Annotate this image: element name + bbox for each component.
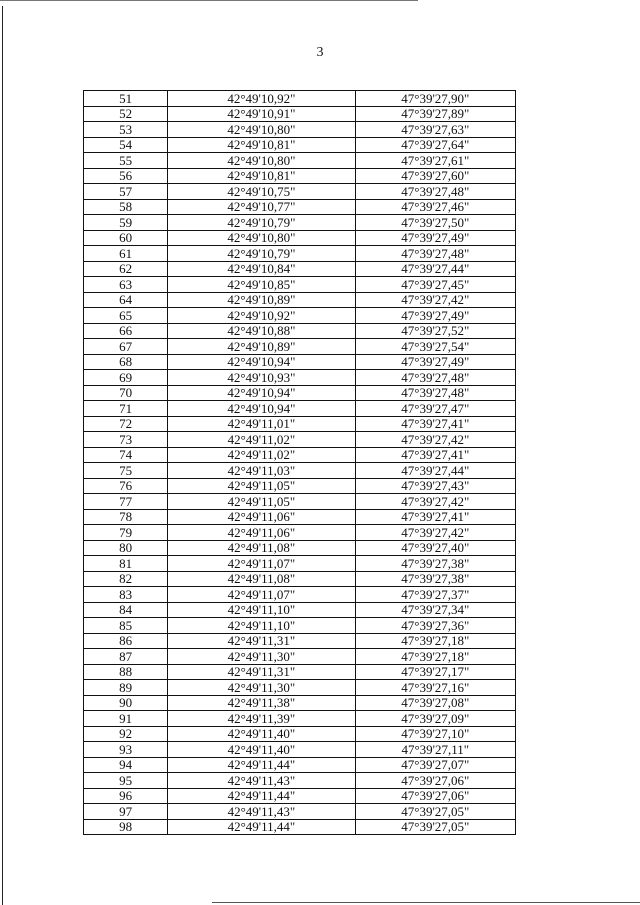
point-number-cell: 78 [84, 509, 168, 525]
coordinates-table [83, 90, 516, 835]
longitude-cell: 47°39'27,38" [355, 571, 515, 587]
table-row [84, 463, 516, 479]
latitude-cell: 42°49'10,81" [168, 137, 355, 153]
page-number: 3 [316, 45, 324, 60]
latitude-cell: 42°49'10,81" [168, 168, 355, 184]
longitude-cell: 47°39'27,46" [355, 199, 515, 215]
longitude-cell: 47°39'27,63" [355, 122, 515, 138]
latitude-cell: 42°49'11,07" [168, 587, 355, 603]
point-number-cell: 94 [84, 757, 168, 773]
longitude-cell: 47°39'27,45" [355, 277, 515, 293]
latitude-cell: 42°49'10,79" [168, 215, 355, 231]
table-row [84, 230, 516, 246]
longitude-cell: 47°39'27,48" [355, 385, 515, 401]
table-row [84, 556, 516, 572]
point-number-cell: 71 [84, 401, 168, 417]
point-number-cell: 67 [84, 339, 168, 355]
longitude-cell: 47°39'27,41" [355, 416, 515, 432]
table-row [84, 664, 516, 680]
point-number-cell: 88 [84, 664, 168, 680]
latitude-cell: 42°49'11,02" [168, 447, 355, 463]
longitude-cell: 47°39'27,49" [355, 308, 515, 324]
table-row [84, 137, 516, 153]
point-number-cell: 66 [84, 323, 168, 339]
point-number-cell: 89 [84, 680, 168, 696]
table-row [84, 370, 516, 386]
latitude-cell: 42°49'10,80" [168, 153, 355, 169]
table-row [84, 571, 516, 587]
latitude-cell: 42°49'11,05" [168, 494, 355, 510]
point-number-cell: 83 [84, 587, 168, 603]
table-row [84, 742, 516, 758]
table-row [84, 695, 516, 711]
point-number-cell: 65 [84, 308, 168, 324]
latitude-cell: 42°49'10,93" [168, 370, 355, 386]
point-number-cell: 52 [84, 106, 168, 122]
latitude-cell: 42°49'11,01" [168, 416, 355, 432]
latitude-cell: 42°49'11,02" [168, 432, 355, 448]
latitude-cell: 42°49'11,06" [168, 525, 355, 541]
point-number-cell: 85 [84, 618, 168, 634]
table-row [84, 788, 516, 804]
point-number-cell: 95 [84, 773, 168, 789]
table-row [84, 680, 516, 696]
longitude-cell: 47°39'27,48" [355, 370, 515, 386]
longitude-cell: 47°39'27,49" [355, 354, 515, 370]
table-row [84, 447, 516, 463]
point-number-cell: 97 [84, 804, 168, 820]
latitude-cell: 42°49'11,10" [168, 602, 355, 618]
point-number-cell: 69 [84, 370, 168, 386]
point-number-cell: 59 [84, 215, 168, 231]
table-row [84, 122, 516, 138]
table-row [84, 401, 516, 417]
longitude-cell: 47°39'27,60" [355, 168, 515, 184]
table-row [84, 525, 516, 541]
longitude-cell: 47°39'27,48" [355, 184, 515, 200]
latitude-cell: 42°49'10,92" [168, 308, 355, 324]
longitude-cell: 47°39'27,09" [355, 711, 515, 727]
latitude-cell: 42°49'10,89" [168, 339, 355, 355]
point-number-cell: 76 [84, 478, 168, 494]
point-number-cell: 98 [84, 819, 168, 835]
point-number-cell: 51 [84, 91, 168, 107]
latitude-cell: 42°49'11,31" [168, 664, 355, 680]
table-row [84, 106, 516, 122]
longitude-cell: 47°39'27,42" [355, 494, 515, 510]
point-number-cell: 90 [84, 695, 168, 711]
table-row [84, 385, 516, 401]
point-number-cell: 54 [84, 137, 168, 153]
latitude-cell: 42°49'11,43" [168, 773, 355, 789]
latitude-cell: 42°49'10,79" [168, 246, 355, 262]
latitude-cell: 42°49'10,92" [168, 91, 355, 107]
coordinates-table-body [84, 91, 516, 835]
table-row [84, 804, 516, 820]
table-row [84, 153, 516, 169]
point-number-cell: 53 [84, 122, 168, 138]
point-number-cell: 70 [84, 385, 168, 401]
point-number-cell: 62 [84, 261, 168, 277]
longitude-cell: 47°39'27,05" [355, 804, 515, 820]
point-number-cell: 61 [84, 246, 168, 262]
table-row [84, 323, 516, 339]
point-number-cell: 57 [84, 184, 168, 200]
longitude-cell: 47°39'27,42" [355, 525, 515, 541]
table-row [84, 339, 516, 355]
table-row [84, 726, 516, 742]
point-number-cell: 60 [84, 230, 168, 246]
table-row [84, 602, 516, 618]
point-number-cell: 91 [84, 711, 168, 727]
table-row [84, 277, 516, 293]
latitude-cell: 42°49'11,06" [168, 509, 355, 525]
latitude-cell: 42°49'10,80" [168, 230, 355, 246]
point-number-cell: 74 [84, 447, 168, 463]
point-number-cell: 72 [84, 416, 168, 432]
latitude-cell: 42°49'11,43" [168, 804, 355, 820]
scan-edge-left [2, 6, 3, 905]
longitude-cell: 47°39'27,38" [355, 556, 515, 572]
table-row [84, 649, 516, 665]
point-number-cell: 58 [84, 199, 168, 215]
longitude-cell: 47°39'27,10" [355, 726, 515, 742]
longitude-cell: 47°39'27,43" [355, 478, 515, 494]
longitude-cell: 47°39'27,17" [355, 664, 515, 680]
point-number-cell: 81 [84, 556, 168, 572]
longitude-cell: 47°39'27,05" [355, 819, 515, 835]
table-row [84, 199, 516, 215]
latitude-cell: 42°49'11,08" [168, 540, 355, 556]
latitude-cell: 42°49'10,77" [168, 199, 355, 215]
point-number-cell: 82 [84, 571, 168, 587]
table-row [84, 587, 516, 603]
table-row [84, 215, 516, 231]
longitude-cell: 47°39'27,42" [355, 432, 515, 448]
table-row [84, 416, 516, 432]
longitude-cell: 47°39'27,40" [355, 540, 515, 556]
table-row [84, 478, 516, 494]
point-number-cell: 68 [84, 354, 168, 370]
longitude-cell: 47°39'27,37" [355, 587, 515, 603]
point-number-cell: 77 [84, 494, 168, 510]
point-number-cell: 84 [84, 602, 168, 618]
longitude-cell: 47°39'27,41" [355, 447, 515, 463]
latitude-cell: 42°49'10,91" [168, 106, 355, 122]
latitude-cell: 42°49'10,84" [168, 261, 355, 277]
point-number-cell: 80 [84, 540, 168, 556]
latitude-cell: 42°49'11,44" [168, 819, 355, 835]
latitude-cell: 42°49'10,88" [168, 323, 355, 339]
latitude-cell: 42°49'11,30" [168, 649, 355, 665]
longitude-cell: 47°39'27,06" [355, 788, 515, 804]
longitude-cell: 47°39'27,16" [355, 680, 515, 696]
point-number-cell: 86 [84, 633, 168, 649]
longitude-cell: 47°39'27,48" [355, 246, 515, 262]
latitude-cell: 42°49'10,85" [168, 277, 355, 293]
latitude-cell: 42°49'11,05" [168, 478, 355, 494]
longitude-cell: 47°39'27,54" [355, 339, 515, 355]
point-number-cell: 79 [84, 525, 168, 541]
point-number-cell: 63 [84, 277, 168, 293]
longitude-cell: 47°39'27,18" [355, 649, 515, 665]
table-row [84, 292, 516, 308]
point-number-cell: 92 [84, 726, 168, 742]
longitude-cell: 47°39'27,89" [355, 106, 515, 122]
table-row [84, 168, 516, 184]
scan-edge-top [0, 0, 418, 1]
point-number-cell: 75 [84, 463, 168, 479]
latitude-cell: 42°49'11,39" [168, 711, 355, 727]
table-row [84, 540, 516, 556]
longitude-cell: 47°39'27,41" [355, 509, 515, 525]
longitude-cell: 47°39'27,36" [355, 618, 515, 634]
point-number-cell: 87 [84, 649, 168, 665]
longitude-cell: 47°39'27,42" [355, 292, 515, 308]
longitude-cell: 47°39'27,07" [355, 757, 515, 773]
table-row [84, 246, 516, 262]
longitude-cell: 47°39'27,50" [355, 215, 515, 231]
longitude-cell: 47°39'27,08" [355, 695, 515, 711]
table-row [84, 261, 516, 277]
latitude-cell: 42°49'11,30" [168, 680, 355, 696]
longitude-cell: 47°39'27,44" [355, 261, 515, 277]
latitude-cell: 42°49'11,31" [168, 633, 355, 649]
longitude-cell: 47°39'27,52" [355, 323, 515, 339]
latitude-cell: 42°49'11,08" [168, 571, 355, 587]
table-row [84, 354, 516, 370]
latitude-cell: 42°49'10,94" [168, 354, 355, 370]
latitude-cell: 42°49'10,94" [168, 385, 355, 401]
scan-edge-bottom [212, 902, 640, 903]
point-number-cell: 96 [84, 788, 168, 804]
latitude-cell: 42°49'11,44" [168, 788, 355, 804]
table-row [84, 308, 516, 324]
table-row [84, 757, 516, 773]
table-row [84, 91, 516, 107]
latitude-cell: 42°49'11,10" [168, 618, 355, 634]
latitude-cell: 42°49'11,03" [168, 463, 355, 479]
table-row [84, 773, 516, 789]
latitude-cell: 42°49'11,40" [168, 742, 355, 758]
latitude-cell: 42°49'10,94" [168, 401, 355, 417]
point-number-cell: 64 [84, 292, 168, 308]
longitude-cell: 47°39'27,90" [355, 91, 515, 107]
latitude-cell: 42°49'10,75" [168, 184, 355, 200]
table-row [84, 509, 516, 525]
table-row [84, 711, 516, 727]
latitude-cell: 42°49'11,38" [168, 695, 355, 711]
longitude-cell: 47°39'27,06" [355, 773, 515, 789]
table-row [84, 633, 516, 649]
latitude-cell: 42°49'11,44" [168, 757, 355, 773]
latitude-cell: 42°49'11,07" [168, 556, 355, 572]
point-number-cell: 56 [84, 168, 168, 184]
latitude-cell: 42°49'10,89" [168, 292, 355, 308]
longitude-cell: 47°39'27,47" [355, 401, 515, 417]
point-number-cell: 55 [84, 153, 168, 169]
latitude-cell: 42°49'11,40" [168, 726, 355, 742]
longitude-cell: 47°39'27,61" [355, 153, 515, 169]
longitude-cell: 47°39'27,49" [355, 230, 515, 246]
longitude-cell: 47°39'27,64" [355, 137, 515, 153]
table-row [84, 432, 516, 448]
point-number-cell: 73 [84, 432, 168, 448]
table-row [84, 618, 516, 634]
point-number-cell: 93 [84, 742, 168, 758]
longitude-cell: 47°39'27,34" [355, 602, 515, 618]
longitude-cell: 47°39'27,44" [355, 463, 515, 479]
table-row [84, 819, 516, 835]
longitude-cell: 47°39'27,11" [355, 742, 515, 758]
table-row [84, 494, 516, 510]
latitude-cell: 42°49'10,80" [168, 122, 355, 138]
table-row [84, 184, 516, 200]
longitude-cell: 47°39'27,18" [355, 633, 515, 649]
